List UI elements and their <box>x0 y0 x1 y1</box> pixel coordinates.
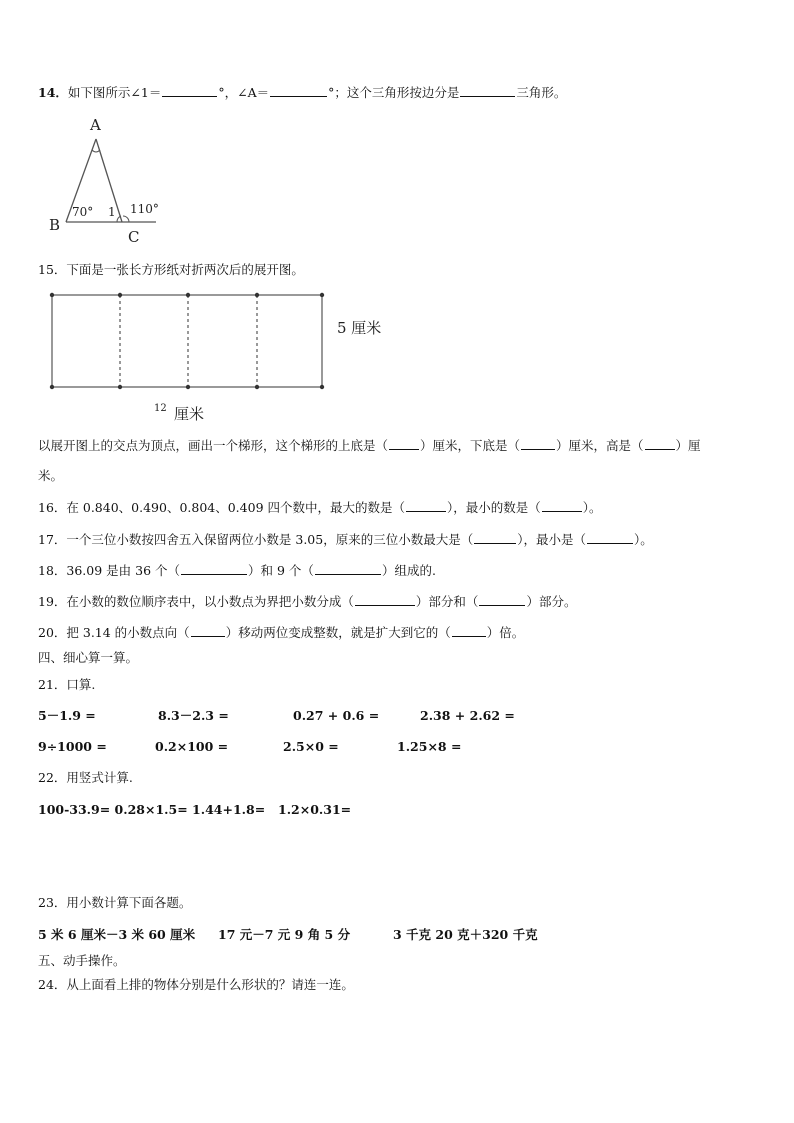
q16-blank-min[interactable] <box>542 499 582 512</box>
q19-blank-1[interactable] <box>355 593 415 606</box>
q17-text-c: ）。 <box>633 532 653 547</box>
vertex-a-label: A <box>90 116 101 134</box>
q15-blank-height[interactable] <box>645 437 675 450</box>
q15-text-d: ）厘 <box>675 438 701 453</box>
q19-text-a: 19．在小数的数位顺序表中，以小数点为界把小数分成（ <box>38 594 354 609</box>
q14-text-1: 如下图所示∠1＝ <box>67 85 162 100</box>
q20-blank-2[interactable] <box>452 624 486 637</box>
width-unit: 厘米 <box>174 405 205 423</box>
question-14 <box>38 84 566 101</box>
width-number: 12 <box>154 403 167 414</box>
angle-b-label: 70° <box>72 205 94 219</box>
q16-text-b: ），最小的数是（ <box>447 500 541 515</box>
q22-title: 22．用竖式计算. <box>38 770 133 785</box>
q17-text-a: 17．一个三位小数按四舍五入保留两位小数是 3.05，原来的三位小数最大是（ <box>38 532 474 547</box>
q16-text-a: 16．在 0.840、0.490、0.804、0.409 四个数中，最大的数是（ <box>38 500 405 515</box>
q17-blank-max[interactable] <box>474 531 516 544</box>
q18-text-c: ）组成的. <box>381 563 436 578</box>
q21-row2-item-2: 0.2×100 = <box>155 739 229 754</box>
q15-text-c: ）厘米，高是（ <box>556 438 644 453</box>
angle-a-arc <box>92 150 100 152</box>
triangle-figure <box>44 112 174 250</box>
q17-text-b: ），最小是（ <box>517 532 586 547</box>
q15-line-1 <box>38 437 701 454</box>
q15-blank-lower-base[interactable] <box>521 437 555 450</box>
q23-title: 23．用小数计算下面各题。 <box>38 895 192 910</box>
q16-text-c: ）。 <box>582 500 602 515</box>
angle-ext-arc <box>123 216 129 222</box>
q14-blank-1[interactable] <box>162 84 217 97</box>
vertex-c-label: C <box>128 228 140 246</box>
q18-blank-2[interactable] <box>315 562 381 575</box>
q18-blank-1[interactable] <box>181 562 247 575</box>
q15-text-a: 以展开图上的交点为顶点，画出一个梯形，这个梯形的上底是（ <box>38 438 389 453</box>
vertex-b-label: B <box>49 216 61 234</box>
q15-blank-upper-base[interactable] <box>389 437 419 450</box>
q20-text-a: 20．把 3.14 的小数点向（ <box>38 625 190 640</box>
section-4-heading: 四、细心算一算。 <box>38 650 139 665</box>
q15-line-2: 米。 <box>38 468 64 483</box>
q14-blank-2[interactable] <box>270 84 327 97</box>
height-label: 5 厘米 <box>337 319 382 337</box>
point-top-4[interactable] <box>320 293 324 297</box>
q16-blank-max[interactable] <box>406 499 446 512</box>
q21-row1-item-2: 8.3－2.3 = <box>158 708 229 723</box>
point-bottom-3[interactable] <box>255 385 259 389</box>
intersection-points <box>50 293 324 389</box>
question-16 <box>38 499 602 516</box>
point-top-1[interactable] <box>118 293 122 297</box>
q20-text-c: ）倍。 <box>486 625 525 640</box>
q15-title: 15．下面是一张长方形纸对折两次后的展开图。 <box>38 262 304 277</box>
q22-item-4: 1.2×0.31= <box>278 802 352 817</box>
unfolded-paper-figure <box>40 285 400 425</box>
q15-text-b: ）厘米，下底是（ <box>420 438 521 453</box>
q14-text-4: 三角形。 <box>516 85 567 100</box>
q20-text-b: ）移动两位变成整数，就是扩大到它的（ <box>225 625 451 640</box>
q21-row1-item-4: 2.38 + 2.62 = <box>420 708 515 723</box>
question-17 <box>38 531 653 548</box>
q21-title: 21．口算. <box>38 677 96 692</box>
q14-blank-3[interactable] <box>460 84 515 97</box>
q18-text-a: 18．36.09 是由 36 个（ <box>38 563 181 578</box>
angle-1-label: 1 <box>108 205 116 219</box>
section-5-heading: 五、动手操作。 <box>38 953 126 968</box>
q23-item-3: 3 千克 20 克＋320 千克 <box>393 927 538 942</box>
question-24: 24．从上面看上排的物体分别是什么形状的？请连一连。 <box>38 977 354 992</box>
angle-ext-label: 110° <box>130 202 159 216</box>
q21-row2-item-1: 9÷1000 = <box>38 739 107 754</box>
q14-text-3: °；这个三角形按边分是 <box>328 85 460 100</box>
point-bottom-0[interactable] <box>50 385 54 389</box>
point-bottom-1[interactable] <box>118 385 122 389</box>
q22-item-group-1: 100-33.9= 0.28×1.5= 1.44+1.8= <box>38 802 266 817</box>
q21-row2-item-3: 2.5×0 = <box>283 739 339 754</box>
q19-text-b: ）部分和（ <box>415 594 479 609</box>
q21-row1-item-1: 5－1.9 = <box>38 708 96 723</box>
question-19 <box>38 593 576 610</box>
question-20 <box>38 624 524 641</box>
q23-item-2: 17 元－7 元 9 角 5 分 <box>218 927 351 942</box>
q14-number: 14． <box>38 85 68 100</box>
point-bottom-4[interactable] <box>320 385 324 389</box>
q21-row2-item-4: 1.25×8 = <box>397 739 462 754</box>
point-top-3[interactable] <box>255 293 259 297</box>
q23-item-1: 5 米 6 厘米－3 米 60 厘米 <box>38 927 196 942</box>
q18-text-b: ）和 9 个（ <box>248 563 314 578</box>
q21-row1-item-3: 0.27 + 0.6 = <box>293 708 380 723</box>
q20-blank-1[interactable] <box>191 624 225 637</box>
point-top-0[interactable] <box>50 293 54 297</box>
q19-blank-2[interactable] <box>479 593 525 606</box>
question-18 <box>38 562 436 579</box>
q19-text-c: ）部分。 <box>526 594 577 609</box>
q17-blank-min[interactable] <box>587 531 633 544</box>
q14-text-2: °，∠A＝ <box>218 85 270 100</box>
paper-rectangle <box>52 295 322 387</box>
point-bottom-2[interactable] <box>186 385 190 389</box>
point-top-2[interactable] <box>186 293 190 297</box>
